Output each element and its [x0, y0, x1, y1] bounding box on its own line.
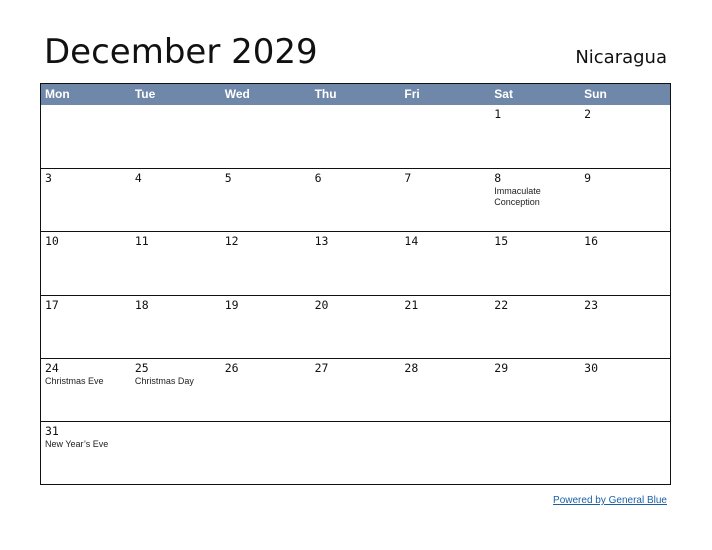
day-cell — [41, 421, 131, 484]
day-number: 13 — [314, 234, 329, 249]
day-number: 30 — [584, 360, 598, 375]
day-cell — [131, 231, 221, 294]
day-cell — [131, 421, 221, 484]
weekday-header: Wed — [224, 87, 250, 101]
day-cell — [490, 168, 580, 231]
weekday-header: Sun — [584, 87, 607, 101]
day-cell — [311, 421, 401, 484]
day-cell — [41, 295, 131, 358]
day-cell — [580, 358, 670, 421]
day-number: 4 — [134, 171, 142, 186]
day-cell — [131, 358, 221, 421]
day-cell — [400, 295, 490, 358]
weekday-header: Tue — [134, 87, 156, 101]
day-number: 18 — [134, 297, 149, 312]
day-number: 6 — [314, 171, 322, 186]
day-cell — [580, 168, 670, 231]
holiday-label: Christmas Eve — [45, 375, 104, 386]
day-number: 27 — [314, 360, 329, 375]
day-number: 8 — [494, 171, 502, 186]
day-number: 5 — [224, 171, 232, 186]
day-cell — [490, 105, 580, 168]
day-number: 24 — [45, 360, 59, 375]
day-cell — [311, 295, 401, 358]
day-number: 2 — [584, 107, 592, 121]
day-number: 22 — [494, 297, 509, 312]
day-number: 25 — [134, 360, 149, 375]
day-cell — [221, 358, 311, 421]
day-cell — [580, 421, 670, 484]
day-cell — [490, 231, 580, 294]
holiday-label: New Year’s Eve — [45, 438, 109, 449]
calendar — [40, 83, 671, 485]
day-number: 7 — [404, 171, 412, 186]
day-cell — [400, 231, 490, 294]
day-cell — [221, 168, 311, 231]
day-cell — [41, 358, 131, 421]
day-number: 15 — [494, 234, 509, 249]
calendar-grid — [41, 105, 670, 484]
day-cell — [221, 295, 311, 358]
day-cell — [41, 105, 131, 168]
day-cell — [400, 168, 490, 231]
day-number: 19 — [224, 297, 239, 312]
day-cell — [490, 421, 580, 484]
day-cell — [221, 105, 311, 168]
day-number: 1 — [494, 107, 502, 121]
day-number: 14 — [404, 234, 419, 249]
day-cell — [221, 421, 311, 484]
day-cell — [490, 295, 580, 358]
day-cell — [311, 105, 401, 168]
powered-by-link[interactable]: Powered by General Blue — [553, 495, 667, 506]
weekday-header: Fri — [404, 87, 420, 101]
day-cell — [400, 105, 490, 168]
day-cell — [131, 105, 221, 168]
day-number: 31 — [45, 423, 59, 438]
day-cell — [311, 358, 401, 421]
day-number: 12 — [224, 234, 239, 249]
day-cell — [131, 295, 221, 358]
day-cell — [400, 358, 490, 421]
day-cell — [311, 231, 401, 294]
weekday-header-row — [41, 84, 670, 105]
day-number: 16 — [584, 234, 598, 249]
country-label: Nicaragua — [575, 47, 667, 68]
holiday-label: Christmas Day — [134, 375, 194, 386]
weekday-header: Sat — [494, 87, 513, 101]
day-number: 21 — [404, 297, 419, 312]
page-title: December 2029 — [44, 32, 318, 72]
day-cell — [580, 295, 670, 358]
day-number: 11 — [134, 234, 149, 249]
day-cell — [580, 105, 670, 168]
weekday-header: Mon — [45, 87, 70, 101]
day-number: 3 — [45, 171, 52, 186]
day-cell — [490, 358, 580, 421]
day-number: 23 — [584, 297, 598, 312]
holiday-label: Immaculate Conception — [494, 186, 541, 208]
day-number: 26 — [224, 360, 239, 375]
day-cell — [311, 168, 401, 231]
day-number: 20 — [314, 297, 329, 312]
day-cell — [41, 168, 131, 231]
day-number: 29 — [494, 360, 509, 375]
day-number: 10 — [45, 234, 59, 249]
day-cell — [41, 231, 131, 294]
day-number: 17 — [45, 297, 59, 312]
day-cell — [400, 421, 490, 484]
weekday-header: Thu — [314, 87, 337, 101]
day-cell — [131, 168, 221, 231]
day-cell — [580, 231, 670, 294]
day-number: 9 — [584, 171, 592, 186]
day-cell — [221, 231, 311, 294]
day-number: 28 — [404, 360, 419, 375]
